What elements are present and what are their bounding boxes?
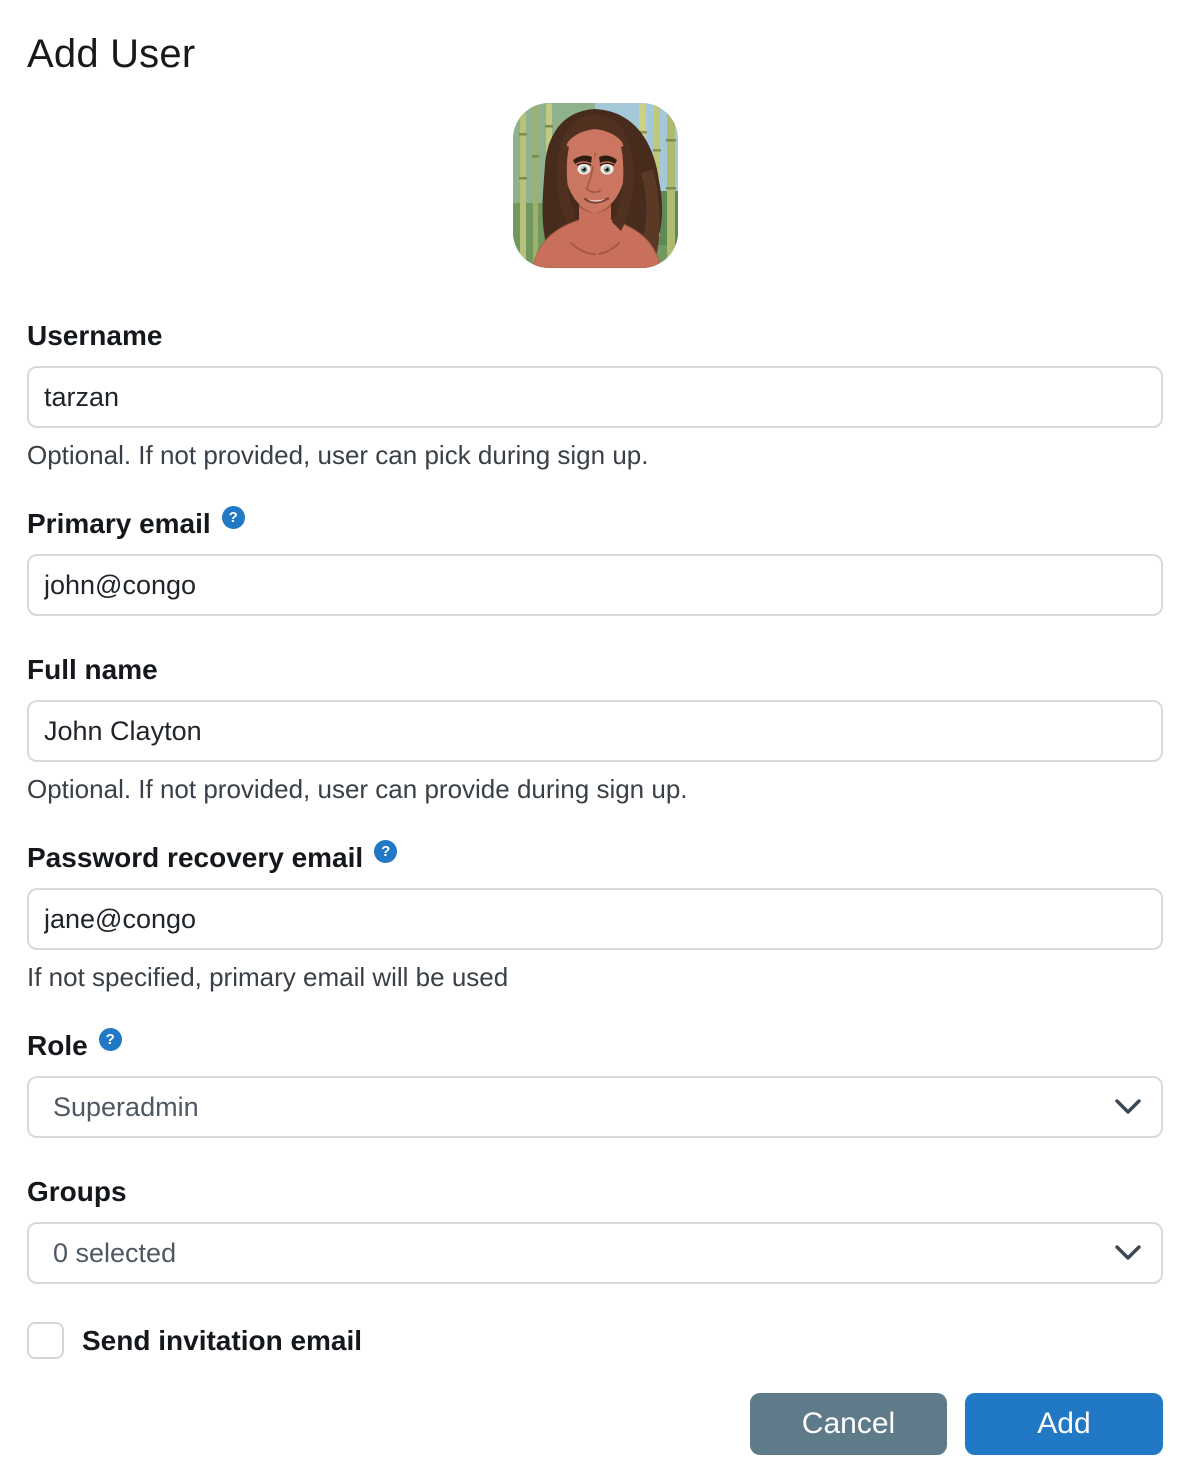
field-full-name (27, 654, 1163, 804)
cancel-button[interactable]: Cancel (750, 1393, 947, 1455)
help-icon[interactable]: ? (222, 506, 245, 529)
groups-select[interactable] (27, 1222, 1163, 1284)
help-icon[interactable]: ? (99, 1028, 122, 1051)
username-helper: Optional. If not provided, user can pick during sign up. (27, 440, 649, 470)
primary-email-input[interactable] (27, 554, 1163, 616)
field-password-recovery-email (27, 842, 1163, 992)
add-button[interactable]: Add (965, 1393, 1163, 1455)
username-input[interactable] (27, 366, 1163, 428)
password-recovery-email-input[interactable] (27, 888, 1163, 950)
full-name-input[interactable] (27, 700, 1163, 762)
groups-label: Groups (27, 1176, 127, 1207)
field-role (27, 1030, 1163, 1138)
chevron-down-icon (1115, 1099, 1141, 1115)
send-invitation-checkbox[interactable] (27, 1322, 64, 1359)
role-select[interactable] (27, 1076, 1163, 1138)
page-title: Add User (27, 32, 196, 76)
role-select-value: Superadmin (53, 1091, 199, 1122)
send-invitation-label[interactable]: Send invitation email (82, 1324, 363, 1356)
username-label: Username (27, 320, 163, 351)
password-recovery-email-helper: If not specified, primary email will be used (27, 962, 509, 992)
groups-select-value: 0 selected (53, 1237, 177, 1268)
field-username (27, 320, 1163, 470)
help-icon[interactable]: ? (374, 840, 397, 863)
full-name-helper: Optional. If not provided, user can provide during sign up. (27, 774, 688, 804)
add-user-form (27, 320, 1163, 1455)
role-label: Role (27, 1030, 88, 1061)
full-name-label: Full name (27, 654, 158, 685)
avatar (513, 103, 678, 268)
send-invitation-row (27, 1322, 1163, 1359)
primary-email-label: Primary email (27, 508, 211, 539)
chevron-down-icon (1115, 1245, 1141, 1261)
tarzan-avatar-image (513, 103, 678, 268)
field-primary-email (27, 508, 1163, 616)
field-groups (27, 1176, 1163, 1284)
password-recovery-email-label: Password recovery email (27, 842, 364, 873)
dialog-actions (27, 1393, 1163, 1455)
